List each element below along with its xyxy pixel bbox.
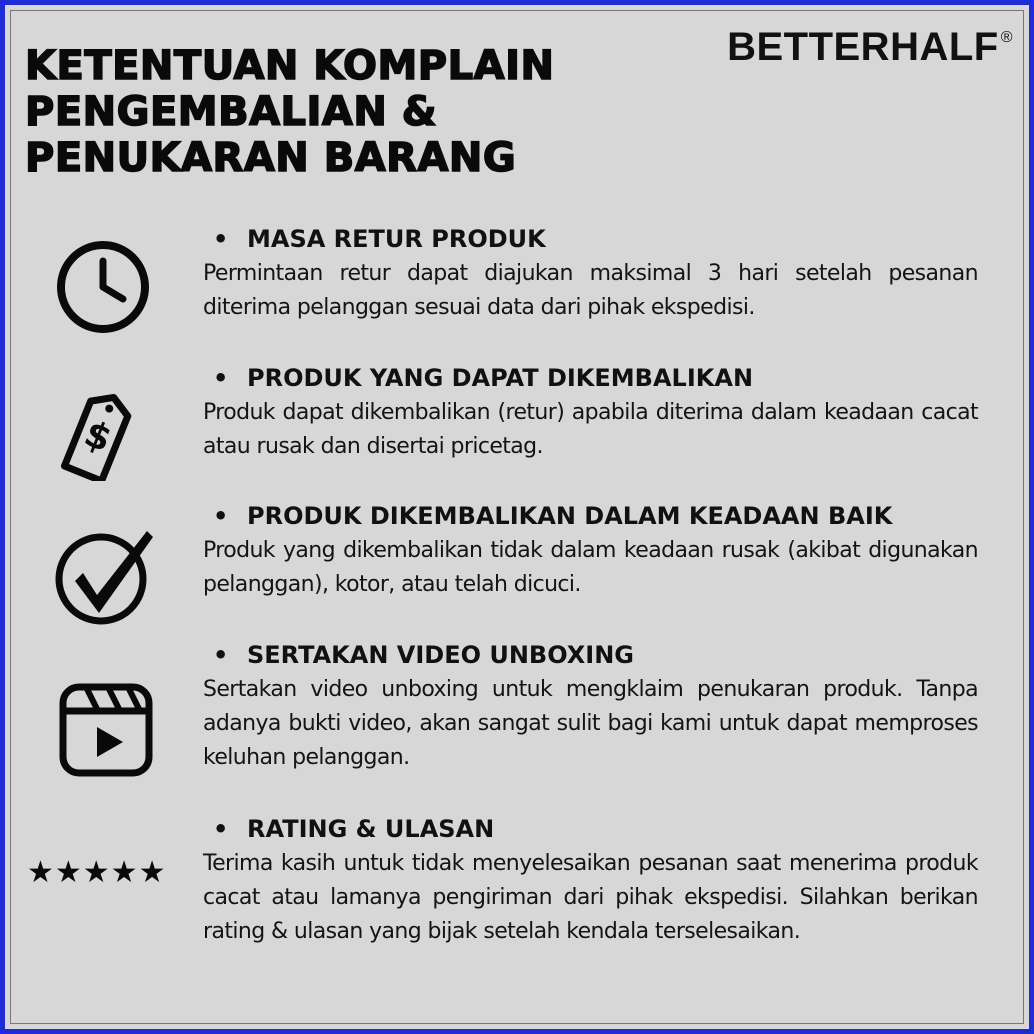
heading-text: MASA RETUR PRODUK [247,225,546,253]
section-rating-review [203,813,978,949]
svg-text:$: $ [78,413,118,461]
heading-text: RATING & ULASAN [247,815,495,843]
section-body: Permintaan retur dapat diajukan maksimal 3 hari setelah pesanan diterima pelanggan sesuai data dari pihak ekspedisi. [203,261,978,320]
bullet: • [213,502,229,530]
section-body: Produk yang dikembalikan tidak dalam keadaan rusak (akibat digunakan pelanggan), kotor, atau telah dicuci. [203,538,978,597]
section-body: Sertakan video unboxing untuk mengklaim penukaran produk. Tanpa adanya bukti video, akan sangat sulit bagi kami untuk dapat memproses keluhan pelanggan. [203,677,978,770]
registered-mark: ® [1000,29,1013,46]
bullet: • [213,641,229,669]
section-heading [203,639,978,671]
section-unboxing-video [203,639,978,775]
heading-text: PRODUK DIKEMBALIKAN DALAM KEADAAN BAIK [247,502,893,530]
bullet: • [213,815,229,843]
price-tag-icon [51,377,151,481]
brand-logo [727,25,1013,70]
bullet: • [213,225,229,253]
section-body: Terima kasih untuk tidak menyelesaikan pesanan saat menerima produk cacat atau lamanya pengiriman dari pihak ekspedisi. Silahkan berikan rating & ulasan yang bijak setelah kendala terselesaikan. [203,851,978,944]
section-heading [203,813,978,845]
title-line-1: KETENTUAN KOMPLAIN [25,43,555,89]
heading-text: PRODUK YANG DAPAT DIKEMBALIKAN [247,364,754,392]
section-heading [203,223,978,255]
section-returnable-products [203,362,978,464]
section-return-period [203,223,978,325]
checkmark-circle-icon [51,523,157,627]
section-body: Produk dapat dikembalikan (retur) apabila diterima dalam keadaan cacat atau rusak dan disertai pricetag. [203,400,978,459]
section-heading [203,362,978,394]
title-line-3: PENUKARAN BARANG [25,135,517,181]
bullet: • [213,364,229,392]
video-clapper-icon [57,679,157,779]
five-stars-icon: ★★★★★ [27,855,167,890]
heading-text: SERTAKAN VIDEO UNBOXING [247,641,634,669]
brand-name: BETTERHALF [727,25,999,69]
clock-icon [53,237,153,337]
section-heading [203,500,978,532]
title-line-2: PENGEMBALIAN & [25,89,438,135]
section-good-condition [203,500,978,602]
page-title [25,43,554,181]
